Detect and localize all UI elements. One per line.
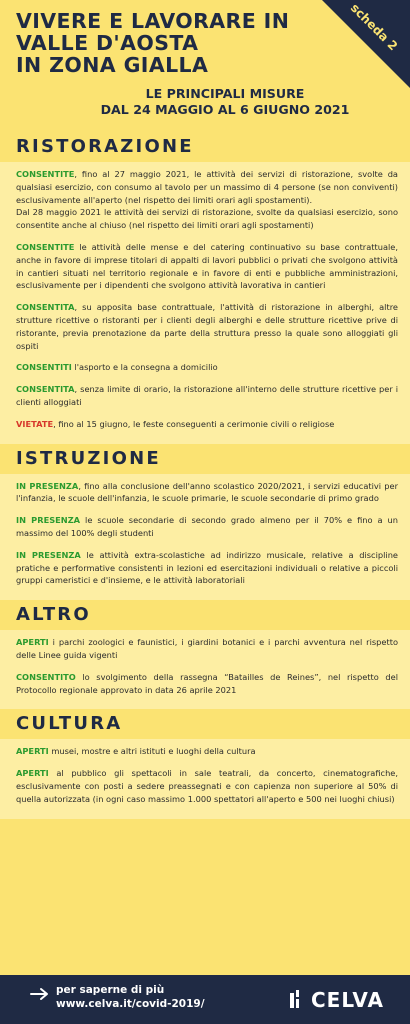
page-title-line-1: VIVERE E LAVORARE IN (16, 9, 290, 33)
footer (0, 975, 410, 1024)
list-item (16, 480, 398, 506)
corner-label: scheda 2 (347, 0, 401, 54)
list-item (16, 671, 398, 697)
keyword: IN PRESENZA (16, 480, 79, 491)
item-text: lo svolgimento della rassegna “Batailles de Reines”, nel rispetto del Protocollo regionale approvato in data 26 aprile 2021 (16, 671, 398, 695)
item-text: le attività extra-scolastiche ad indirizzo musicale, relative a discipline pratiche e performative consistenti in lezioni ed esercitazioni individuali o relative a piccoli gruppi cameristici e d'insieme, e le attività laboratoriali (16, 549, 399, 586)
list-item (16, 745, 398, 758)
list-item (16, 636, 398, 662)
celva-logo: CELVA (311, 988, 384, 1012)
keyword: APERTI (16, 746, 49, 757)
keyword: APERTI (16, 637, 49, 648)
section-ristorazione (0, 162, 410, 444)
keyword: CONSENTITE (16, 241, 75, 252)
footer-info (56, 983, 205, 1011)
keyword: APERTI (16, 768, 49, 779)
section-altro (0, 630, 410, 709)
item-text: , fino al 15 giugno, le feste conseguenti a cerimonie civili o religiose (53, 418, 335, 429)
footer-line-1: per saperne di più (56, 984, 165, 996)
section-istruzione (0, 474, 410, 601)
item-text: al pubblico gli spettacoli in sale teatrali, da concerto, cinematografiche, esclusivamente con posti a sedere preassegnati e con capienza non superiore al 50% di quella autorizzata (in ogni caso massimo 1.000 spettatori all'aperto e 500 nei luoghi chiusi) (16, 768, 398, 804)
section-title-istruzione: ISTRUZIONE (16, 447, 161, 469)
section-title-ristorazione: RISTORAZIONE (16, 136, 194, 157)
list-item (16, 549, 398, 587)
page-title-line-3: IN ZONA GIALLA (16, 53, 209, 77)
subtitle-line-1: LE PRINCIPALI MISURE (145, 86, 305, 101)
keyword: IN PRESENZA (16, 515, 81, 526)
subtitle-line-2: DAL 24 MAGGIO AL 6 GIUGNO 2021 (100, 102, 350, 117)
keyword: CONSENTITI (16, 362, 72, 373)
keyword: CONSENTITO (16, 671, 76, 682)
footer-link[interactable]: www.celva.it/covid-2019/ (56, 998, 205, 1010)
item-text: le attività delle mense e del catering continuativo su base contrattuale, anche in favore di imprese titolari di appalti di lavori pubblici o privati che svolgono attività in cantieri situati nel territorio regionale e in favore di enti e pubbliche amministrazioni, esclusivamente per i dipendenti che svolgono attività lavorativa in cantieri (16, 241, 398, 291)
keyword: CONSENTITE (16, 169, 75, 179)
list-item (16, 383, 398, 409)
section-cultura (0, 739, 410, 818)
keyword-warning: VIETATE (16, 418, 54, 429)
item-text: le scuole secondarie di secondo grado almeno per il 70% e fino a un massimo del 100% degli studenti (16, 515, 398, 538)
item-text: , fino alla conclusione dell'anno scolastico 2020/2021, i servizi educativi per l'infanzia, le scuole dell'infanzia, le scuole primarie, le scuole secondarie di primo grado (16, 480, 398, 504)
keyword: CONSENTITA (16, 302, 75, 313)
item-text: , su apposita base contrattuale, l'attività di ristorazione in alberghi, altre strutture ricettive o ristoranti per i clienti degli alberghi e delle strutture ricettive prive di ristorante, previa prenotazione da parte della struttura presso la quale sono alloggiati gli ospiti (16, 302, 398, 351)
item-extra-text: Dal 28 maggio 2021 le attività dei servizi di ristorazione, svolte da qualsiasi esercizio, sono consentite anche al chiuso (nel rispetto dei limiti orari agli spostamenti) (16, 207, 398, 231)
list-item (16, 301, 398, 352)
section-title-altro: ALTRO (16, 604, 91, 626)
subtitle (16, 86, 394, 118)
item-text: i parchi zoologici e faunistici, i giardini botanici e i parchi avventura nel rispetto delle Linee guida vigenti (16, 637, 398, 660)
item-text: musei, mostre e altri istituti e luoghi della cultura (48, 746, 256, 757)
list-item (16, 514, 398, 540)
list-item (16, 767, 398, 805)
page-title-line-2: VALLE D'AOSTA (16, 31, 199, 55)
arrow-right-icon (30, 987, 50, 1001)
list-item (16, 418, 398, 431)
keyword: CONSENTITA (16, 384, 75, 395)
list-item (16, 241, 398, 292)
celva-logo-icon (290, 990, 306, 1008)
item-text: , fino al 27 maggio 2021, le attività dei servizi di ristorazione, svolte da qualsiasi esercizio, con consumo al tavolo per un massimo di 4 persone (se non conviventi) esclusivamente all'aperto (nel rispetto dei limiti orari agli spostamenti). (16, 169, 398, 205)
item-text: l'asporto e la consegna a domicilio (71, 362, 218, 373)
section-title-cultura: CULTURA (16, 713, 123, 735)
item-text: , senza limite di orario, la ristorazione all'interno delle strutture ricettive per i clienti alloggiati (16, 384, 398, 407)
list-item (16, 168, 398, 232)
keyword: IN PRESENZA (16, 549, 81, 560)
list-item (16, 361, 398, 374)
